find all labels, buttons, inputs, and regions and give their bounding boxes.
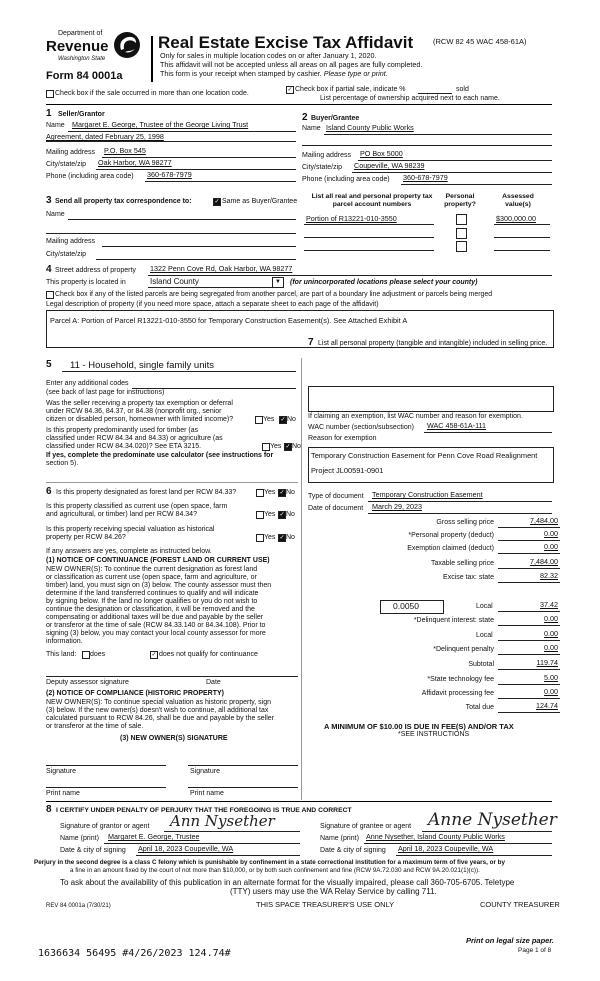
owner-print-line-1[interactable] (46, 787, 166, 788)
buyer-name-label: Name (302, 125, 321, 132)
personal-col-header: Personal property? (444, 193, 476, 208)
del-penalty-line (498, 654, 560, 655)
total-value[interactable]: 124.74 (536, 701, 558, 710)
grantee-date-line (396, 855, 552, 856)
q-historic-no-label: No (286, 534, 295, 541)
reason-box[interactable] (308, 447, 554, 483)
q-forest-no-checkbox[interactable]: ✓ (279, 490, 285, 496)
personal-checkbox-3[interactable] (456, 241, 467, 252)
notice-continuance-7: compensating or additional taxes will be due and payable by the seller (46, 614, 264, 621)
section5-6-divider (46, 482, 298, 483)
q-forest-yes-checkbox[interactable] (256, 489, 264, 497)
doc-type-value[interactable]: Temporary Construction Easement (372, 490, 483, 499)
buyer-mailing-label: Mailing address (302, 152, 352, 159)
seller-city-label: City/state/zip (46, 161, 87, 168)
sold-label: sold (456, 86, 469, 93)
treasurer-only-label: THIS SPACE TREASURER'S USE ONLY (256, 900, 395, 909)
q-current-use-2: and agricultural, or timber) land per RCW 84.34? (46, 511, 197, 518)
deputy-sig-line[interactable] (46, 676, 298, 677)
seller-city-value[interactable]: Oak Harbor, WA 98277 (98, 158, 172, 167)
owner-print-label-1: Print name (46, 790, 80, 797)
buyer-phone-line (401, 184, 552, 185)
q-timber-no-checkbox[interactable]: ✓ (285, 444, 291, 450)
owner-sig-line-1[interactable] (46, 765, 166, 766)
assessed-col-header: Assessed value(s) (502, 193, 534, 208)
q-current-use-no-label: No (286, 511, 295, 518)
partial-sale-label: Check box if partial sale, indicate % (295, 86, 406, 93)
perjury-line-2: a fine in an amount fixed by the court of not more than $10,000, or by both such confinement and fine (RCW 9A.72.030 and RCW 9A.20.021(1)(c)). (70, 867, 480, 874)
buyer-section-number: 2 (302, 112, 308, 123)
land-does-not-label: does not qualify for continuance (159, 651, 258, 658)
exemption-deduct-label: Exemption claimed (deduct) (407, 545, 494, 552)
total-label: Total due (465, 704, 494, 711)
del-int-local-label: Local (476, 632, 493, 639)
reason-label: Reason for exemption (308, 435, 377, 442)
excise-state-label: Excise tax: state (443, 574, 494, 581)
buyer-name-line-2 (302, 145, 552, 146)
county-note: (for unincorporated locations please select your county) (290, 279, 478, 286)
q-timber-1: Is this property predominantly used for timber (as (46, 427, 199, 434)
subtotal-line (498, 669, 560, 670)
same-as-buyer-checkbox[interactable]: ✓ (214, 199, 220, 205)
corr-city-label: City/state/zip (46, 251, 87, 258)
owner-print-label-2: Print name (190, 790, 224, 797)
seller-name-line-2 (46, 141, 296, 142)
del-penalty-value[interactable]: 0.00 (544, 643, 558, 652)
county-value: Island County (150, 277, 199, 286)
exemption-label: If claiming an exemption, list WAC number and reason for exemption. (308, 413, 523, 420)
buyer-phone-label: Phone (including area code) (302, 176, 390, 183)
q-timber-no-label: No (292, 443, 301, 450)
buyer-city-label: City/state/zip (302, 164, 343, 171)
q-historic-2: property per RCW 84.26? (46, 534, 126, 541)
section6-number: 6 (46, 486, 52, 497)
section8-rule (46, 801, 552, 802)
grantor-sig-label: Signature of grantor or agent (60, 823, 150, 830)
header-rule (46, 104, 552, 105)
q-current-use-yes-checkbox[interactable] (256, 511, 264, 519)
same-as-buyer-label: Same as Buyer/Grantee (222, 198, 298, 205)
subtotal-label: Subtotal (468, 661, 494, 668)
notice-continuance-heading: (1) NOTICE OF CONTINUANCE (FOREST LAND OR CURRENT USE) (46, 557, 270, 564)
grantor-date-line (136, 855, 300, 856)
local-rate-box[interactable] (380, 600, 444, 614)
seller-name-value[interactable]: Margaret E. George, Trustee of the George Living Trust (72, 120, 249, 129)
notice-continuance-1: NEW OWNER(S): To continue the current designation as forest land (46, 566, 258, 573)
q-timber-5: section 5). (46, 460, 79, 467)
q-timber-4: If yes, complete the predominate use calculator (see instructions for (46, 452, 274, 459)
corr-name-label: Name (46, 211, 65, 218)
q-timber-3: classified under RCW 84.34.020)? See ETA 3215. (46, 443, 202, 450)
correspondence-label: Send all property tax correspondence to: (55, 198, 192, 205)
reason-value-2: Project JL00591-0901 (311, 466, 384, 475)
alt-format-1: To ask about the availability of this publication in an alternate format for the visually impaired, please call 360-705-6705. Teletype (60, 878, 515, 887)
section7-label: List all personal property (tangible and intangible) included in selling price. (318, 340, 548, 347)
seller-section-number: 1 (46, 108, 52, 119)
local-label: Local (476, 603, 493, 610)
q-forest-yes-label: Yes (264, 489, 276, 496)
del-int-local-line (498, 640, 560, 641)
corr-mailing-label: Mailing address (46, 238, 96, 245)
q-exemption-3: citizen or disabled person, homeowner with limited income)? (46, 416, 234, 423)
grantor-date-label: Date & city of signing (60, 847, 126, 854)
tech-fee-line (498, 684, 560, 685)
q-exemption-yes-label: Yes (263, 416, 275, 423)
county-select[interactable] (148, 277, 284, 288)
legal-paper-note: Print on legal size paper. (466, 936, 554, 945)
seller-mailing-label: Mailing address (46, 149, 96, 156)
q-exemption-1: Was the seller receiving a property tax exemption or deferral (46, 400, 233, 407)
wac-label: WAC number (section/subsection) (308, 424, 414, 431)
q-exemption-2: under RCW 84.36, 84.37, or 84.38 (nonprofit org., senior (46, 408, 222, 415)
subtotal-value[interactable]: 119.74 (536, 658, 558, 667)
q-historic-yes-checkbox[interactable] (256, 534, 264, 542)
legal-description-value: Parcel A: Portion of Parcel R13221-010-3550 for Temporary Construction Easement(s). See Attached Exhibit A (50, 316, 408, 325)
page-number: Page 1 of 8 (518, 947, 552, 954)
seller-mailing-value[interactable]: P.O. Box 545 (104, 146, 146, 155)
personal-checkbox-2[interactable] (456, 228, 467, 239)
additional-codes-note: (see back of last page for instructions) (46, 389, 165, 396)
additional-codes-label: Enter any additional codes (46, 380, 129, 387)
q-historic-no-checkbox[interactable]: ✓ (279, 535, 285, 541)
parcel-line-2[interactable] (304, 237, 434, 238)
buyer-city-value[interactable]: Coupeville, WA 98239 (354, 161, 425, 170)
personal-deduct-value[interactable]: 0.00 (544, 529, 558, 538)
q-current-use-yes-label: Yes (264, 511, 276, 518)
affidavit-fee-value[interactable]: 0.00 (544, 687, 558, 696)
section5-number: 5 (46, 359, 52, 370)
form-number: Form 84 0001a (46, 70, 123, 82)
personal-checkbox-1[interactable] (456, 214, 467, 225)
notice-continuance-5: by signing below. If the land no longer qualifies or you do not wish to (46, 598, 258, 605)
doc-type-label: Type of document (308, 493, 364, 500)
parcel-line-3[interactable] (304, 250, 434, 251)
wac-value[interactable]: WAC 458-61A-111 (427, 421, 486, 430)
subtitle-3-text: This form is your receipt when stamped by cashier. (160, 69, 322, 78)
page-title: Real Estate Excise Tax Affidavit (158, 33, 414, 52)
corr-city-line[interactable] (96, 259, 296, 260)
corr-name-line-2[interactable] (46, 233, 296, 234)
exemption-deduct-line (498, 553, 560, 554)
deputy-date-label: Date (206, 679, 221, 686)
seller-name-label: Name (46, 122, 65, 129)
seller-phone-line (145, 181, 296, 182)
q-current-use-1: Is this property classified as current use (open space, farm (46, 503, 228, 510)
perjury-line-1: Perjury in the second degree is a class C felony which is punishable by confinement in a state correctional institution for a maximum term of five years, or by (34, 859, 505, 866)
parcel-value-1[interactable]: Portion of R13221-010-3550 (306, 214, 397, 223)
affidavit-fee-line (498, 698, 560, 699)
q-timber-yes-checkbox[interactable] (262, 443, 270, 451)
excise-state-line (498, 582, 560, 583)
excise-state-value[interactable]: 82.32 (540, 571, 558, 580)
subtitle-3 (160, 70, 388, 78)
subtitle-2: This affidavit will not be accepted unless all areas on all pages are fully completed. (160, 60, 423, 69)
q-current-use-no-checkbox[interactable]: ✓ (279, 512, 285, 518)
affidavit-fee-label: Affidavit processing fee (421, 690, 494, 697)
taxable-label: Taxable selling price (430, 560, 494, 567)
grantor-signature[interactable]: Ann Nysether (170, 812, 275, 830)
partial-sale-checkbox[interactable]: ✓ (287, 87, 293, 93)
street-label: Street address of property (55, 267, 136, 274)
owner-sig-line-2[interactable] (188, 765, 298, 766)
grantee-sig-label: Signature of grantee or agent (320, 823, 412, 830)
wac-line (424, 432, 552, 433)
dept-line2: Revenue (46, 38, 109, 55)
property-section-number: 4 (46, 264, 52, 275)
title-ref: (RCW 82 45 WAC 458-61A) (433, 37, 527, 46)
q-exemption-no-label: No (287, 416, 296, 423)
dor-swirl-icon (112, 30, 142, 60)
new-owner-sig-heading: (3) NEW OWNER(S) SIGNATURE (120, 735, 228, 742)
notice-continuance-2: or classification as current use (open space, farm and agriculture, or (46, 574, 257, 581)
section7-number: 7 (308, 337, 314, 348)
exemption-deduct-value[interactable]: 0.00 (544, 542, 558, 551)
q-forest-no-label: No (286, 489, 295, 496)
assessed-line-3[interactable] (494, 250, 550, 251)
dept-line3: Washington State (58, 56, 106, 62)
grantee-date-value[interactable]: April 18, 2023 Coupeville, WA (398, 844, 494, 853)
q-timber-yes-label: Yes (270, 443, 282, 450)
notice-continuance-4: determine if the land transferred continues to qualify and will indicate (46, 590, 259, 597)
notice-continuance-8: or transferor at the time of sale (RCW 84.33.140 or 84.34.108). Prior to (46, 622, 266, 629)
del-int-state-label: *Delinquent interest: state (413, 617, 494, 624)
local-line (498, 611, 560, 612)
use-code-value[interactable]: 11 - Household, single family units (70, 360, 214, 371)
land-does-label: does (90, 651, 106, 658)
section8-number: 8 (46, 804, 52, 815)
grantor-name-value[interactable]: Margaret E. George, Trustee (108, 832, 200, 841)
county-treasurer-label: COUNTY TREASURER (480, 900, 560, 909)
doc-date-line (368, 513, 552, 514)
taxable-value[interactable]: 7,484.00 (530, 557, 558, 566)
grantee-name-value[interactable]: Anne Nysether, Island County Public Works (366, 832, 505, 841)
grantee-date-label: Date & city of signing (320, 847, 386, 854)
land-does-checkbox[interactable] (82, 651, 90, 659)
corr-name-line[interactable] (68, 219, 296, 220)
seller-heading: Seller/Grantor (58, 111, 105, 118)
dropdown-arrow-icon[interactable]: ▼ (272, 277, 284, 288)
multi-location-label: Check box if the sale occurred in more than one location code. (55, 90, 249, 97)
buyer-phone-value[interactable]: 360-678-7979 (403, 173, 448, 182)
street-line (148, 275, 552, 276)
this-land-label: This land: (46, 651, 77, 658)
grantor-name-label: Name (print) (60, 835, 99, 842)
gross-line (498, 527, 560, 528)
assessed-line-1 (494, 224, 550, 225)
land-does-not-checkbox[interactable]: ✓ (151, 652, 157, 658)
notice-compliance-1: NEW OWNER(S): To continue special valuation as historic property, sign (46, 699, 271, 706)
buyer-city-line (352, 172, 552, 173)
section6-instructions: If any answers are yes, complete as instructed below. (46, 548, 212, 555)
q-forest: Is this property designated as forest land per RCW 84.33? (56, 489, 237, 496)
personal-property-box[interactable] (308, 386, 554, 412)
certify-statement: I CERTIFY UNDER PENALTY OF PERJURY THAT THE FOREGOING IS TRUE AND CORRECT (56, 807, 352, 814)
local-rate-value: 0.0050 (393, 601, 419, 611)
local-value[interactable]: 37.42 (540, 600, 558, 609)
buyer-heading: Buyer/Grantee (311, 115, 360, 122)
taxable-line (498, 568, 560, 569)
q-historic-1: Is this property receiving special valuation as historical (46, 526, 215, 533)
notice-continuance-6: continue the designation or classification, it will be removed and the (46, 606, 255, 613)
header-divider (151, 36, 153, 82)
buyer-name-value[interactable]: Island County Public Works (326, 123, 414, 132)
seller-phone-value[interactable]: 360-678-7979 (147, 170, 192, 179)
gross-label: Gross selling price (436, 519, 494, 526)
seller-city-line (96, 169, 296, 170)
personal-deduct-label: *Personal property (deduct) (408, 532, 494, 539)
ownership-label: List percentage of ownership acquired next to each name. (320, 95, 500, 102)
multi-location-checkbox[interactable] (46, 90, 54, 98)
assessed-line-2[interactable] (494, 237, 550, 238)
located-label: This property is located in (46, 279, 126, 286)
notice-compliance-heading: (2) NOTICE OF COMPLIANCE (HISTORIC PROPERTY) (46, 690, 224, 697)
deputy-sig-label: Deputy assessor signature (46, 679, 129, 686)
assessed-value-1[interactable]: $300,000.00 (496, 214, 536, 223)
column-divider (301, 358, 302, 800)
tech-fee-value[interactable]: 5.00 (544, 673, 558, 682)
grantee-name-label: Name (print) (320, 835, 359, 842)
segregated-label: Check box if any of the listed parcels are being segregated from another parcel, are part of a boundary line adjustment or parcels being merged (55, 291, 493, 298)
legal-label: Legal description of property (if you need more space, attach a separate sheet to each page of the affidavit) (46, 301, 379, 308)
q-exemption-yes-checkbox[interactable] (255, 416, 263, 424)
recording-stamp: 1636634 56495 #4/26/2023 124.74# (38, 948, 231, 959)
parcel-line-1 (304, 224, 434, 225)
tech-fee-label: *State technology fee (427, 676, 494, 683)
q-exemption-no-checkbox[interactable]: ✓ (280, 417, 286, 423)
dept-line1: Department of (58, 30, 103, 37)
corr-mailing-line[interactable] (102, 246, 296, 247)
owner-sig-label-1: Signature (46, 768, 76, 775)
del-int-state-value[interactable]: 0.00 (544, 614, 558, 623)
minimum-notice-1: A MINIMUM OF $10.00 IS DUE IN FEE(S) AND/OR TAX (324, 722, 514, 731)
segregated-checkbox[interactable] (46, 291, 54, 299)
subtitle-3-italic: Please type or print. (323, 69, 388, 78)
grantee-signature[interactable]: Anne Nysether (428, 810, 557, 830)
del-int-local-value[interactable]: 0.00 (544, 629, 558, 638)
notice-compliance-4: or transferor at the time of sale. (46, 723, 144, 730)
owner-sig-label-2: Signature (190, 768, 220, 775)
del-penalty-label: *Delinquent penalty (433, 646, 494, 653)
minimum-notice-2: *SEE INSTRUCTIONS (398, 731, 470, 738)
grantor-date-value[interactable]: April 18, 2023 Coupeville, WA (138, 844, 234, 853)
doc-date-value[interactable]: March 29, 2023 (372, 502, 422, 511)
reason-value-1: Temporary Construction Easement for Penn Cove Road Realignment (311, 451, 538, 460)
buyer-mailing-value[interactable]: PO Box 5000 (360, 149, 403, 158)
seller-phone-label: Phone (including area code) (46, 173, 134, 180)
owner-print-line-2[interactable] (188, 787, 298, 788)
del-int-state-line (498, 625, 560, 626)
notice-continuance-10: information. (46, 638, 83, 645)
total-line (498, 712, 560, 713)
alt-format-2: (TTY) users may use the WA Relay Service by calling 711. (230, 887, 437, 896)
seller-name-value-2[interactable]: Agreement, dated February 25, 1998 (46, 132, 164, 141)
notice-compliance-3: calculated pursuant to RCW 84.26, shall be due and payable by the seller (46, 715, 275, 722)
notice-continuance-3: timber) land, you must sign on (3) below. The county assessor must then (46, 582, 272, 589)
q-timber-2: classified under RCW 84.34 and 84.33) or agriculture (as (46, 435, 223, 442)
partial-percent-field[interactable] (418, 93, 452, 94)
notice-compliance-2: (3) below. If the new owner(s) doesn't wish to continue, all additional tax (46, 707, 269, 714)
correspondence-section-number: 3 (46, 195, 52, 206)
doc-date-label: Date of document (308, 505, 364, 512)
personal-deduct-line (498, 540, 560, 541)
parcel-col-header: List all real and personal property tax parcel account numbers (311, 193, 433, 208)
gross-value[interactable]: 7,484.00 (530, 516, 558, 525)
street-value[interactable]: 1322 Penn Cove Rd, Oak Harbor, WA 98277 (150, 264, 293, 273)
subtitle-1: Only for sales in multiple location codes on or after January 1, 2020. (160, 51, 377, 60)
revision-label: REV 84 0001a (7/30/21) (46, 903, 111, 909)
buyer-name-line (324, 134, 552, 135)
notice-continuance-9: signing (3) below, you may contact your local county assessor for more (46, 630, 266, 637)
q-historic-yes-label: Yes (264, 534, 276, 541)
